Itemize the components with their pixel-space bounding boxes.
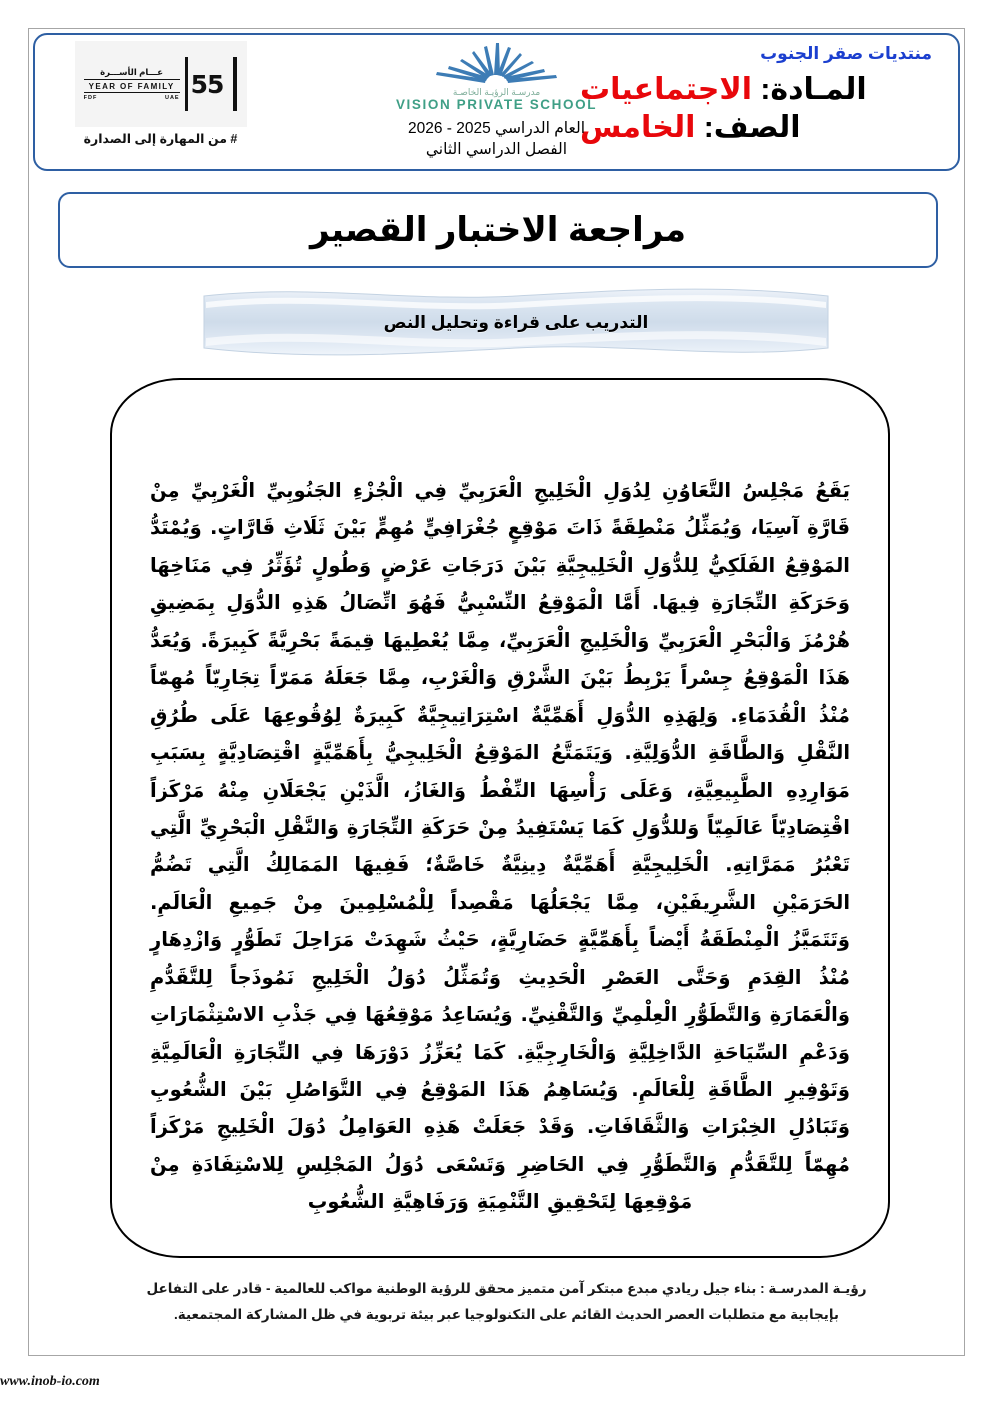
- page-title: مراجعة الاختبار القصير: [309, 211, 687, 249]
- document-header: [33, 33, 960, 171]
- school-logo-english: VISION PRIVATE SCHOOL: [395, 97, 598, 112]
- site-watermark: www.inob-io.com: [0, 1374, 100, 1389]
- forum-watermark-text: منتديات صقر الجنوب: [760, 44, 932, 63]
- reading-passage-text: يَقَعُ مَجْلِسُ التَّعَاوُنِ لِدُوَلِ الْخَلِيجِ الْعَرَبِيِّ فِي الْجُزْءِ الجَنُوبِيِّ الْغَرْبِيِّ مِنْ قَارَّةِ آسِيَا، وَيُمَثِّلُ مَنْطِقَةً ذَاتَ مَوْقِعٍ جُغْرَافِيٍّ مُهِمٍّ بَيْنَ ثَلَاثِ قَارَّاتٍ. وَيُمْتَدُّ المَوْقِعُ الفَلَكِيُّ لِلدُّوَلِ الْخَلِيجِيَّةِ بَيْنَ دَرَجَاتِ عَرْضٍ وَطُولٍ تُؤَثِّرُ فِي مَنَاخِهَا وَحَرَكَةِ التِّجَارَةِ فِيهَا. أَمَّا الْمَوْقِعُ النِّسْبِيُّ فَهُوَ اتِّصَالُ هَذِهِ الدُّوَلِ بِمَضِيقِ هُرْمُزَ وَالْبَحْرِ الْعَرَبِيِّ وَالْخَلِيجِ الْعَرَبِيِّ، مِمَّا يُعْطِيهَا قِيمَةً بَحْرِيَّةً كَبِيرَةً. وَيُعَدُّ هَذَا الْمَوْقِعُ جِسْراً يَرْبِطُ بَيْنَ الشَّرْقِ وَالْغَرْبِ، مِمَّا جَعَلَهُ مَمَرّاً تِجَارِيّاً مُهِمّاً مُنْذُ الْقُدَمَاءِ. وَلِهَذِهِ الدُّوَلِ أَهَمِّيَّةٌ اسْتِرَاتِيجِيَّةٌ كَبِيرَةٌ لِوُقُوعِهَا عَلَى طُرُقِ النَّقْلِ وَالطَّاقَةِ الدُّوَلِيَّةِ. وَيَتَمَتَّعُ المَوْقِعُ الْخَلِيجِيُّ بِأَهَمِّيَّةٍ اقْتِصَادِيَّةٍ بِسَبَبِ مَوَارِدِهِ الطَّبِيعِيَّةِ، وَعَلَى رَأْسِهَا النِّفْطُ وَالغَازُ، الَّذَيْنِ يَجْعَلَانِ مِنْهُ مَرْكَزاً اقْتِصَادِيّاً عَالَمِيّاً وَللدُّوَلِ كَمَا يَسْتَفِيدُ مِنْ حَرَكَةِ التِّجَارَةِ وَالنَّقْلِ الْبَحْرِيِّ الَّتِي تَعْبُرُ مَمَرَّاتِهِ. الْخَلِيجِيَّةِ أَهَمِّيَّةٌ دِينِيَّةٌ خَاصَّةٌ؛ فَفِيهَا المَمَالِكُ الَّتِي تَضُمُّ الحَرَمَيْنِ الشَّرِيفَيْنِ، مِمَّا يَجْعَلُهَا مَقْصِداً لِلْمُسْلِمِينَ مِنْ جَمِيعِ الْعَالَمِ. وَتَتَمَيَّزُ الْمِنْطَقَةُ أَيْضاً بِأَهَمِّيَّةٍ حَضَارِيَّةٍ، حَيْثُ شَهِدَتْ مَرَاحِلَ تَطَوُّرٍ وَازْدِهَارٍ مُنْذُ القِدَمِ وَحَتَّى العَصْرِ الْحَدِيثِ وَتُمَثِّلُ دُوَلُ الْخَلِيجِ نَمُوذَجاً لِلتَّقَدُّمِ وَالْعَمَارَةِ وَالتَّطَوُّرِ الْعِلْمِيِّ وَالتَّقْنِيِّ. وَيُسَاعِدُ مَوْقِعُهَا فِي جَذْبِ الاسْتِثْمَارَاتِ وَدَعْمِ السِّيَاحَةِ الدَّاخِلِيَّةِ وَالْخَارِجِيَّةِ. كَمَا يُعَزِّزُ دَوْرَهَا فِي التِّجَارَةِ الْعَالَمِيَّةِ وَتَوْفِيرِ الطَّاقَةِ لِلْعَالَمِ. وَيُسَاهِمُ هَذَا المَوْقِعُ فِي التَّوَاصُلِ بَيْنَ الشُّعُوبِ وَتَبَادُلِ الخِبْرَاتِ وَالثَّقَافَاتِ. وَقَدْ جَعَلَتْ هَذِهِ العَوَامِلُ دُوَلَ الْخَلِيجِ مَرْكَزاً مُهِمّاً لِلتَّقَدُّمِ وَالتَّطَوُّرِ فِي الحَاضِرِ وَتَسْعَى دُوَلُ المَجْلِسِ لِلاسْتِفَادَةِ مِنْ مَوْقِعِهَا لِتَحْقِيقِ التَّنْمِيَةِ وَرَفَاهِيَّةِ الشُّعُوبِ: [150, 479, 850, 1214]
- badge-sub-left: UAE: [164, 95, 180, 101]
- section-banner-label: التدريب على قراءة وتحليل النص: [383, 313, 649, 332]
- school-identity-block: [347, 41, 647, 159]
- badge-arabic-label: عـــام الأســـرة: [84, 67, 180, 80]
- year-of-family-badge-icon: [75, 41, 247, 127]
- badge-english-label: YEAR OF FAMILY: [84, 80, 180, 93]
- page-title-box: [58, 192, 938, 268]
- subject-label: المـادة:: [760, 73, 867, 106]
- section-banner: [200, 286, 832, 358]
- badge-sub-right: FDF: [83, 95, 98, 101]
- academic-term: الفصل الدراسي الثاني: [425, 141, 568, 158]
- school-logo-arabic: مدرسـة الرؤيـة الخاصـة: [452, 87, 541, 97]
- badge-sub-labels: [84, 93, 180, 101]
- passage-frame: [110, 378, 890, 1258]
- badge-left-bar: [233, 57, 237, 111]
- class-value: الخامس: [580, 111, 696, 145]
- badge-tagline: # من المهارة إلى الصدارة: [83, 132, 238, 146]
- badge-number: 55: [190, 69, 224, 99]
- year-of-family-badge-block: [53, 41, 268, 146]
- class-label: الصف:: [703, 111, 801, 145]
- academic-year: العام الدراسي 2025 - 2026: [407, 120, 586, 137]
- school-sunburst-icon: [347, 41, 647, 93]
- subject-value: الاجتماعيات: [580, 73, 753, 106]
- school-vision-statement: رؤيـة المدرسـة : بناء جيل ريادي مبدع مبتكر آمن متميز محقق للرؤية الوطنية مواكب للعالمية - قادر على التفاعل بإيجابية مع متطلبات العصر الحديث القائم على التكنولوجيا عبر بيئة تربوية في ظل المشاركة المجتمعية.: [146, 1281, 867, 1323]
